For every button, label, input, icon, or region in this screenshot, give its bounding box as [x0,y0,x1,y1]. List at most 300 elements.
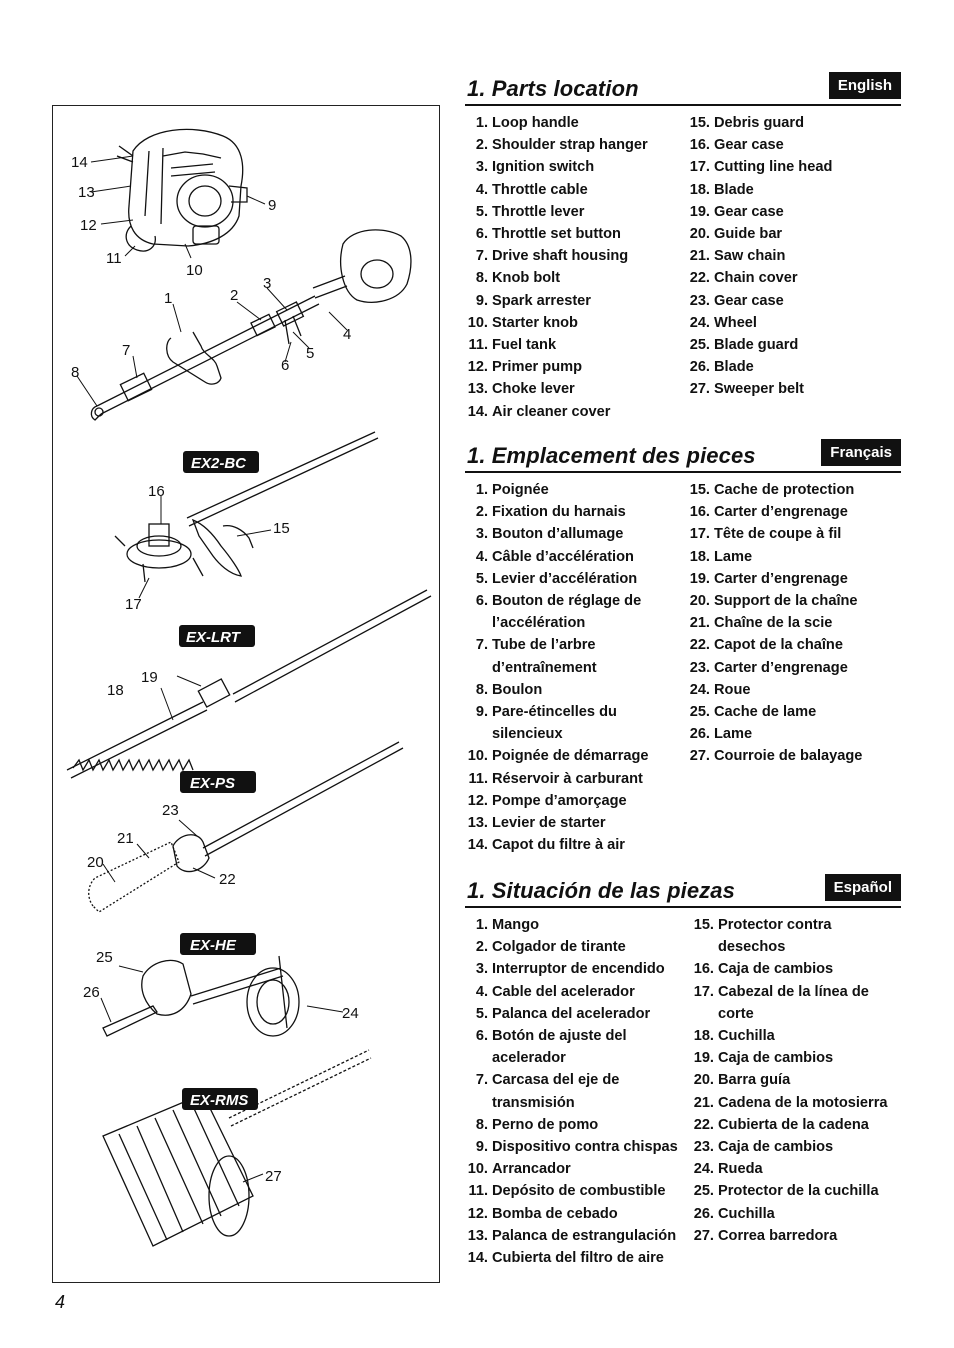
parts-column-1 [465,479,649,856]
part-list-item [687,501,862,523]
part-list-item [687,701,862,723]
part-name: Levier d’accélération [492,570,638,587]
model-label: EX-PS [190,775,236,792]
part-number: 18. [689,181,710,198]
part-name: Blade guard [714,337,799,354]
callout-6: 6 [281,357,290,374]
callout-26: 26 [83,984,100,1001]
part-list-item [465,312,648,334]
part-name: Réservoir à carburant [492,770,643,787]
part-list-item [687,223,832,245]
part-name: Câble d’accélération [492,548,634,565]
part-list-item [465,1158,678,1180]
part-number: 24. [689,314,710,331]
part-name: Dispositivo contra chispas [492,1139,678,1156]
part-number: 7. [475,637,488,654]
part-list-item [465,1247,678,1269]
part-list-item [465,936,678,958]
part-list-item [687,334,832,356]
part-number: 17. [693,983,714,1000]
part-number: 16. [689,137,710,154]
part-number: 17. [689,159,710,176]
model-tag-ex-he [180,933,256,955]
model-label: EX-LRT [186,629,240,646]
parts-column-2 [687,112,832,401]
section-french [465,439,901,854]
part-list-item [465,290,648,312]
part-name: Protector contra desechos [718,917,832,956]
part-number: 13. [467,815,488,832]
part-number: 2. [475,504,488,521]
part-list-item [465,401,648,423]
part-name: Carter d’engrenage [714,659,848,676]
part-number: 14. [467,1250,488,1267]
part-number: 27. [693,1227,714,1244]
callout-24: 24 [342,1005,359,1022]
part-number: 11. [468,770,488,787]
part-list-item [465,834,649,856]
callout-13: 13 [78,184,95,201]
callout-15: 15 [273,520,290,537]
part-name: Ignition switch [492,159,595,176]
part-number: 18. [693,1028,714,1045]
part-name: Fuel tank [492,337,557,354]
part-list-item [465,701,649,745]
part-list-item [465,267,648,289]
part-name: Botón de ajuste del acelerador [492,1028,627,1067]
engine-closeup-drawing [117,129,247,251]
part-number: 2. [475,939,488,956]
part-name: Caja de cambios [718,961,834,978]
part-list-item [691,1069,901,1091]
parts-diagram [53,106,440,1283]
part-name: Pompe d’amorçage [492,792,627,809]
part-name: Cuchilla [718,1028,775,1045]
part-name: Cabezal de la línea de corte [718,983,869,1022]
part-number: 22. [693,1116,714,1133]
callout-27: 27 [265,1168,282,1185]
part-list-item [687,590,862,612]
part-name: Cubierta del filtro de aire [492,1250,664,1267]
part-name: Protector de la cuchilla [718,1183,879,1200]
part-list-item [465,1203,678,1225]
part-number: 12. [467,792,488,809]
part-name: Rueda [718,1161,763,1178]
part-number: 13. [467,1227,488,1244]
parts-column-1 [465,112,648,423]
part-name: Cache de lame [714,704,817,721]
part-name: Primer pump [492,359,583,376]
part-name: Cubierta de la cadena [718,1116,869,1133]
language-tag: English [829,72,901,99]
part-list-item [465,812,649,834]
section-spanish [465,874,901,1267]
part-name: Carter d’engrenage [714,570,848,587]
part-list-item [687,612,862,634]
part-list-item [465,501,649,523]
part-number: 1. [475,917,488,933]
part-name: Arrancador [492,1161,571,1178]
part-number: 3. [475,961,488,978]
model-tag-ex2-bc [183,451,259,473]
callout-18: 18 [107,682,124,699]
part-list-item [465,1114,678,1136]
part-name: Colgador de tirante [492,939,626,956]
part-number: 23. [689,659,710,676]
part-number: 9. [475,704,488,721]
part-name: Courroie de balayage [714,748,863,765]
callout-3: 3 [263,275,272,292]
part-number: 11. [468,337,488,354]
part-number: 13. [467,381,488,398]
part-name: Perno de pomo [492,1116,599,1133]
part-number: 3. [475,159,488,176]
section-header [465,72,901,106]
part-name: Guide bar [714,226,783,243]
part-number: 22. [689,637,710,654]
model-tag-ex-ps [180,771,256,793]
part-number: 21. [689,615,710,632]
part-list-item [691,1025,901,1047]
callout-2: 2 [230,287,239,304]
callout-12: 12 [80,217,97,234]
part-number: 10. [467,314,488,331]
part-name: Choke lever [492,381,575,398]
part-list-item [687,245,832,267]
part-list-item [465,981,678,1003]
model-tag-ex-lrt [179,625,255,647]
section-english [465,72,901,420]
part-list-item [687,201,832,223]
model-tag-ex-rms [182,1088,258,1110]
part-name: Blade [714,181,754,198]
part-list-item [465,1225,678,1247]
part-name: Knob bolt [492,270,561,287]
part-name: Caja de cambios [718,1050,834,1067]
part-name: Caja de cambios [718,1139,834,1156]
part-list-item [465,179,648,201]
part-name: Palanca del acelerador [492,1005,651,1022]
callout-21: 21 [117,830,134,847]
callout-11: 11 [106,250,122,267]
part-name: Wheel [714,314,757,331]
model-label: EX-RMS [190,1092,249,1109]
part-name: Throttle cable [492,181,588,198]
part-list-item [687,378,832,400]
part-name: Lame [714,726,753,743]
callout-8: 8 [71,364,80,381]
part-number: 19. [689,203,710,220]
part-list-item [465,479,649,501]
part-number: 4. [475,181,488,198]
part-name: Bomba de cebado [492,1205,618,1222]
part-list-item [465,634,649,678]
part-list-item [691,1114,901,1136]
part-list-item [465,679,649,701]
part-name: Tube de l’arbre d’entraînement [492,637,597,676]
part-list-item [687,356,832,378]
section-title: 1. Parts location [467,76,639,101]
part-list-item [465,546,649,568]
part-list-item [465,356,648,378]
part-name: Roue [714,681,751,698]
part-number: 26. [689,359,710,376]
part-name: Carter d’engrenage [714,504,848,521]
part-number: 26. [693,1205,714,1222]
part-number: 8. [475,1116,488,1133]
part-list-item [465,245,648,267]
part-list-item [465,378,648,400]
part-name: Pare-étincelles du silencieux [492,704,617,743]
parts-column-2 [687,479,862,768]
part-name: Barra guía [718,1072,791,1089]
part-number: 17. [689,526,710,543]
part-name: Drive shaft housing [492,248,629,265]
part-list-item [687,134,832,156]
part-list-item [687,156,832,178]
part-number: 2. [475,137,488,154]
part-number: 19. [689,570,710,587]
model-label: EX-HE [190,937,236,954]
part-list-item [687,546,862,568]
callout-7: 7 [122,342,131,359]
sweeper-drawing [103,1050,371,1246]
part-number: 25. [693,1183,714,1200]
part-number: 7. [475,1072,488,1089]
part-list-item [687,523,862,545]
part-list-item [687,479,862,501]
section-title: 1. Situación de las piezas [467,878,735,903]
parts-illustration [52,105,440,1283]
part-number: 11. [468,1183,488,1200]
part-list-item [465,1025,678,1069]
part-list-item [465,914,678,936]
part-number: 16. [689,504,710,521]
part-list-item [465,523,649,545]
pole-saw-drawing [89,742,403,912]
callout-4: 4 [343,326,352,343]
part-name: Gear case [714,137,784,154]
part-name: Fixation du harnais [492,504,626,521]
part-list-item [465,1069,678,1113]
part-number: 23. [693,1139,714,1156]
callout-5: 5 [306,345,315,362]
part-name: Interruptor de encendido [492,961,665,978]
part-name: Gear case [714,292,784,309]
part-name: Throttle lever [492,203,585,220]
part-number: 23. [689,292,710,309]
power-head-drawing [91,230,411,420]
part-list-item [687,679,862,701]
part-number: 6. [475,593,488,610]
part-list-item [465,201,648,223]
part-number: 10. [467,1161,488,1178]
part-list-item [465,1003,678,1025]
callout-25: 25 [96,949,113,966]
part-number: 12. [467,359,488,376]
part-list-item [691,1225,901,1247]
language-tag: Español [825,874,901,901]
part-number: 15. [693,917,714,933]
part-number: 7. [475,248,488,265]
part-list-item [687,290,832,312]
part-number: 10. [467,748,488,765]
part-list-item [691,1158,901,1180]
part-name: Boulon [492,681,543,698]
part-name: Correa barredora [718,1227,838,1244]
part-name: Support de la chaîne [714,593,858,610]
part-name: Blade [714,359,754,376]
part-list-item [465,1180,678,1202]
callout-20: 20 [87,854,104,871]
part-name: Carcasa del eje de transmisión [492,1072,620,1111]
part-list-item [465,768,649,790]
part-name: Air cleaner cover [492,403,611,420]
parts-column-2 [691,914,901,1247]
callout-23: 23 [162,802,179,819]
part-list-item [687,568,862,590]
callout-1: 1 [164,290,173,307]
part-number: 3. [475,526,488,543]
part-list-item [687,112,832,134]
part-list-item [691,1203,901,1225]
part-name: Bouton d’allumage [492,526,624,543]
part-number: 20. [693,1072,714,1089]
part-list-item [687,634,862,656]
part-name: Shoulder strap hanger [492,137,648,154]
part-number: 25. [689,704,710,721]
part-name: Chaîne de la scie [714,615,833,632]
part-number: 26. [689,726,710,743]
part-number: 5. [475,1005,488,1022]
callout-16: 16 [148,483,165,500]
part-name: Cadena de la motosierra [718,1094,888,1111]
part-list-item [687,657,862,679]
part-name: Capot de la chaîne [714,637,843,654]
part-list-item [691,1092,901,1114]
part-number: 24. [693,1161,714,1178]
part-name: Levier de starter [492,815,606,832]
part-name: Bouton de réglage de l’accélération [492,593,642,632]
part-list-item [687,179,832,201]
language-tag: Français [821,439,901,466]
part-list-item [691,914,901,958]
part-name: Chain cover [714,270,798,287]
part-number: 4. [475,983,488,1000]
part-list-item [687,267,832,289]
part-number: 15. [689,115,710,131]
part-name: Starter knob [492,314,578,331]
part-number: 15. [689,482,710,498]
part-list-item [691,1180,901,1202]
callout-22: 22 [219,871,236,888]
part-name: Cutting line head [714,159,833,176]
part-name: Cuchilla [718,1205,775,1222]
part-name: Depósito de combustible [492,1183,666,1200]
part-number: 8. [475,270,488,287]
part-name: Debris guard [714,115,805,131]
callout-9: 9 [268,197,277,214]
part-list-item [687,745,862,767]
part-name: Poignée de démarrage [492,748,649,765]
part-number: 18. [689,548,710,565]
part-name: Lame [714,548,753,565]
part-name: Sweeper belt [714,381,805,398]
part-number: 4. [475,548,488,565]
section-header [465,874,901,908]
section-title: 1. Emplacement des pieces [467,443,756,468]
part-list-item [465,590,649,634]
part-list-item [687,723,862,745]
part-list-item [691,1047,901,1069]
part-list-item [465,223,648,245]
page-number: 4 [55,1292,66,1312]
part-name: Saw chain [714,248,786,265]
part-number: 9. [475,292,488,309]
part-name: Poignée [492,482,549,498]
part-number: 6. [475,226,488,243]
section-header [465,439,901,473]
part-list-item [465,745,649,767]
part-name: Capot du filtre à air [492,837,625,854]
part-name: Cache de protection [714,482,855,498]
part-number: 20. [689,593,710,610]
part-number: 16. [693,961,714,978]
part-number: 21. [693,1094,714,1111]
part-list-item [691,958,901,980]
part-list-item [465,1136,678,1158]
part-name: Spark arrester [492,292,591,309]
part-list-item [691,981,901,1025]
part-list-item [465,134,648,156]
part-list-item [691,1136,901,1158]
part-number: 22. [689,270,710,287]
part-name: Mango [492,917,540,933]
part-list-item [465,958,678,980]
part-list-item [465,790,649,812]
parts-column-1 [465,914,678,1269]
part-number: 27. [689,748,710,765]
part-list-item [465,112,648,134]
part-number: 14. [467,837,488,854]
callout-17: 17 [125,596,142,613]
part-number: 1. [475,482,488,498]
part-number: 5. [475,570,488,587]
part-number: 27. [689,381,710,398]
part-number: 5. [475,203,488,220]
callout-19: 19 [141,669,158,686]
part-number: 1. [475,115,488,131]
part-number: 8. [475,681,488,698]
part-number: 19. [693,1050,714,1067]
part-number: 21. [689,248,710,265]
part-number: 14. [467,403,488,420]
part-list-item [687,312,832,334]
callout-10: 10 [186,262,203,279]
part-number: 20. [689,226,710,243]
part-number: 12. [467,1205,488,1222]
part-number: 9. [475,1139,488,1156]
part-number: 24. [689,681,710,698]
part-list-item [465,156,648,178]
model-label: EX2-BC [191,455,247,472]
part-name: Tête de coupe à fil [714,526,842,543]
part-list-item [465,568,649,590]
edger-drawing [103,956,299,1036]
part-list-item [465,334,648,356]
part-name: Palanca de estrangulación [492,1227,677,1244]
callout-14: 14 [71,154,88,171]
